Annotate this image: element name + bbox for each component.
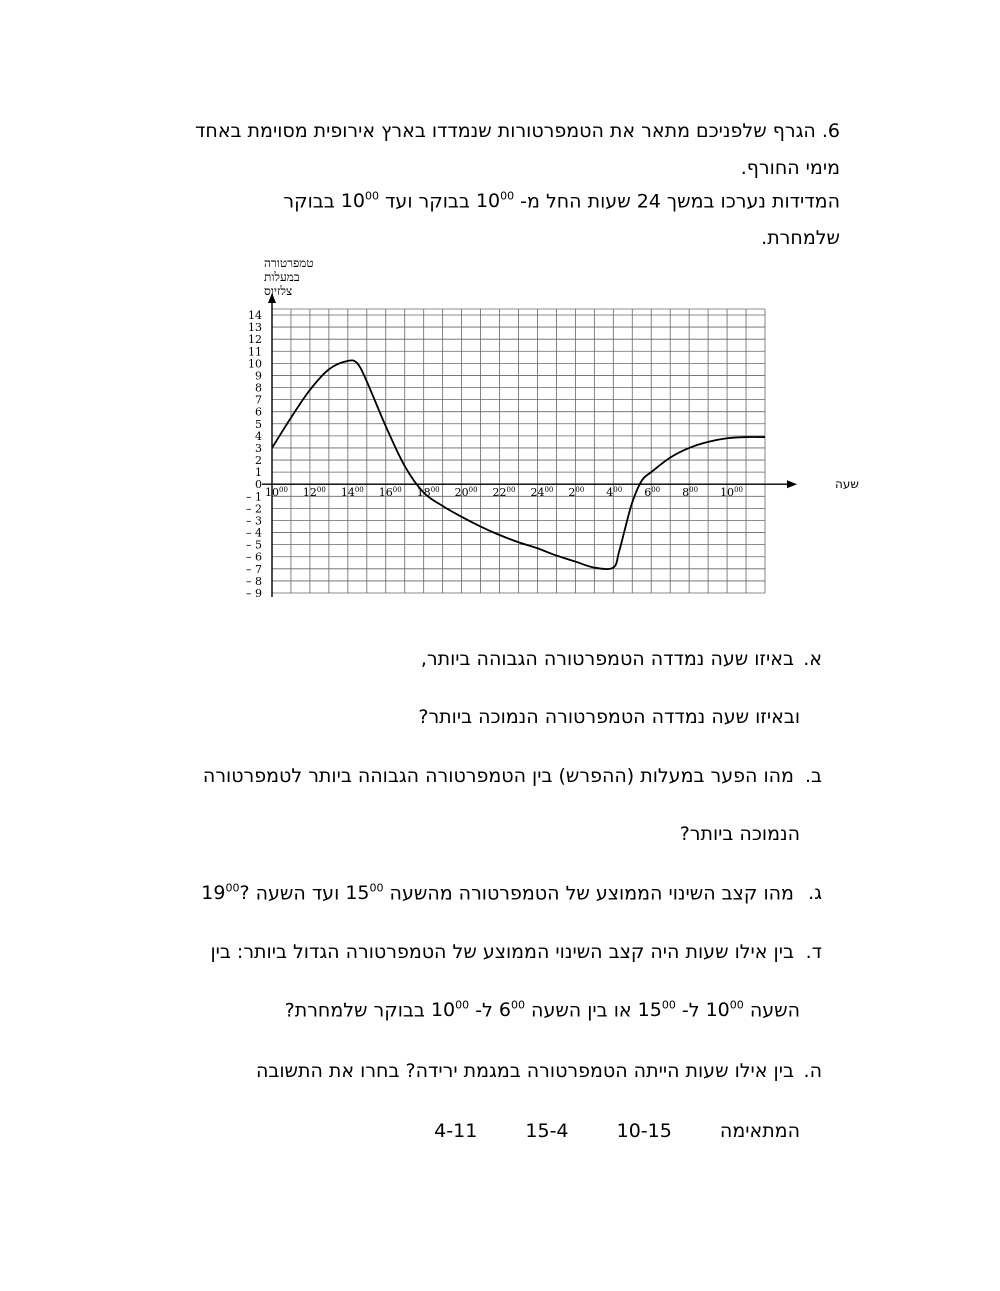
- x-tick-label: $6^{00}$: [644, 486, 661, 500]
- y-tick-label: 0: [255, 478, 262, 492]
- x-tick-label: $2^{00}$: [568, 486, 585, 500]
- y-tick-label: – 4: [246, 526, 262, 540]
- x-tick-label: $10^{00}$: [720, 486, 743, 500]
- question-h-line-2: המתאימה 10-15 15-4 4-11: [434, 1120, 800, 1142]
- x-tick-label: $8^{00}$: [682, 486, 699, 500]
- question-a-label: א.: [803, 648, 822, 670]
- x-tick-label: $16^{00}$: [378, 486, 402, 500]
- x-tick-label: $14^{00}$: [340, 486, 364, 500]
- y-tick-label: – 7: [246, 562, 262, 576]
- question-g-label: ג.: [808, 882, 822, 905]
- option-1[interactable]: 10-15: [616, 1120, 672, 1142]
- y-tick-label: 6: [255, 405, 262, 419]
- option-2[interactable]: 15-4: [525, 1120, 569, 1142]
- y-tick-label: 5: [255, 417, 262, 431]
- x-axis-arrow: [787, 480, 797, 488]
- y-tick-label: – 6: [246, 550, 262, 564]
- x-axis-title: שעה: [835, 477, 859, 492]
- intro-line-3-a: המדידות נערכו במשך 24 שעות החל מ-: [520, 190, 840, 213]
- y-tick-label: 14: [248, 309, 262, 322]
- y-tick-label: – 8: [246, 574, 262, 588]
- intro-line-3-b: בבוקר ועד: [385, 190, 470, 213]
- y-tick-label: 12: [248, 333, 262, 347]
- question-h-label: ה.: [803, 1060, 822, 1082]
- temperature-chart: [180, 255, 859, 600]
- intro-line-3-c: בבוקר: [283, 190, 335, 213]
- end-time: $10^{00}$: [340, 190, 379, 213]
- x-tick-label: $20^{00}$: [454, 486, 478, 500]
- question-g-line: ג. מהו קצב השינוי הממוצע של הטמפרטורה מהשעה $15^{00}$ ועד השעה $19^{00}$?: [201, 882, 822, 905]
- y-tick-label: 3: [255, 441, 262, 455]
- question-a-line-2: ובאיזו שעה נמדדה הטמפרטורה הנמוכה ביותר?: [418, 706, 800, 728]
- y-tick-label: 4: [255, 429, 262, 443]
- y-axis-title-line: במעלות: [264, 270, 300, 284]
- y-tick-label: 2: [255, 454, 262, 468]
- y-tick-label: 9: [255, 369, 262, 383]
- y-axis-title-line: טמפרטורה: [264, 256, 314, 270]
- x-tick-label: $4^{00}$: [606, 486, 623, 500]
- y-tick-label: – 5: [246, 538, 262, 552]
- option-3[interactable]: 4-11: [434, 1120, 478, 1142]
- question-b-label: ב.: [804, 765, 822, 787]
- x-tick-label: $24^{00}$: [530, 486, 554, 500]
- question-a-line-1: א. באיזו שעה נמדדה הטמפרטורה הגבוהה ביותר,: [420, 648, 822, 670]
- intro-line-2: מימי החורף.: [740, 157, 840, 179]
- y-axis-title-line: צלזיוס: [264, 284, 293, 298]
- start-time: $10^{00}$: [475, 190, 515, 213]
- question-d-line-1: ד. בין אילו שעות היה קצב השינוי הממוצע של הטמפרטורה הגדול ביותר: בין: [210, 941, 822, 963]
- question-b-line-2: הנמוכה ביותר?: [679, 823, 800, 845]
- x-tick-label: $18^{00}$: [416, 486, 440, 500]
- y-tick-label: – 9: [246, 587, 262, 600]
- y-tick-label: 10: [248, 357, 262, 371]
- intro-line-4: שלמחרת.: [761, 227, 840, 249]
- y-tick-label: – 2: [246, 502, 262, 516]
- y-tick-label: 7: [255, 393, 262, 407]
- x-tick-label: $10^{00}$: [265, 486, 288, 500]
- intro-line-3: [283, 190, 840, 212]
- y-tick-label: 11: [248, 345, 262, 359]
- question-d-label: ד.: [805, 941, 822, 963]
- y-tick-label: – 3: [246, 514, 262, 528]
- y-tick-label: 8: [255, 381, 262, 395]
- question-d-line-2: השעה $10^{00}$ ל- $15^{00}$ או בין השעה $6^{00}$ ל- $10^{00}$ בבוקר שלמחרת?: [284, 999, 800, 1022]
- x-tick-label: $22^{00}$: [492, 486, 516, 500]
- question-b-line-1: ב. מהו הפער במעלות (ההפרש) בין הטמפרטורה הגבוהה ביותר לטמפרטורה: [202, 765, 822, 787]
- x-tick-label: $12^{00}$: [302, 486, 326, 500]
- y-tick-label: 13: [248, 321, 262, 335]
- y-tick-label: – 1: [246, 490, 262, 504]
- y-tick-label: 1: [255, 466, 262, 480]
- question-h-line-1: ה. בין אילו שעות הייתה הטמפרטורה במגמת ירידה? בחרו את התשובה: [255, 1060, 822, 1082]
- intro-line-1: 6. הגרף שלפניכם מתאר את הטמפרטורות שנמדדו בארץ אירופית מסוימת באחד: [195, 120, 840, 142]
